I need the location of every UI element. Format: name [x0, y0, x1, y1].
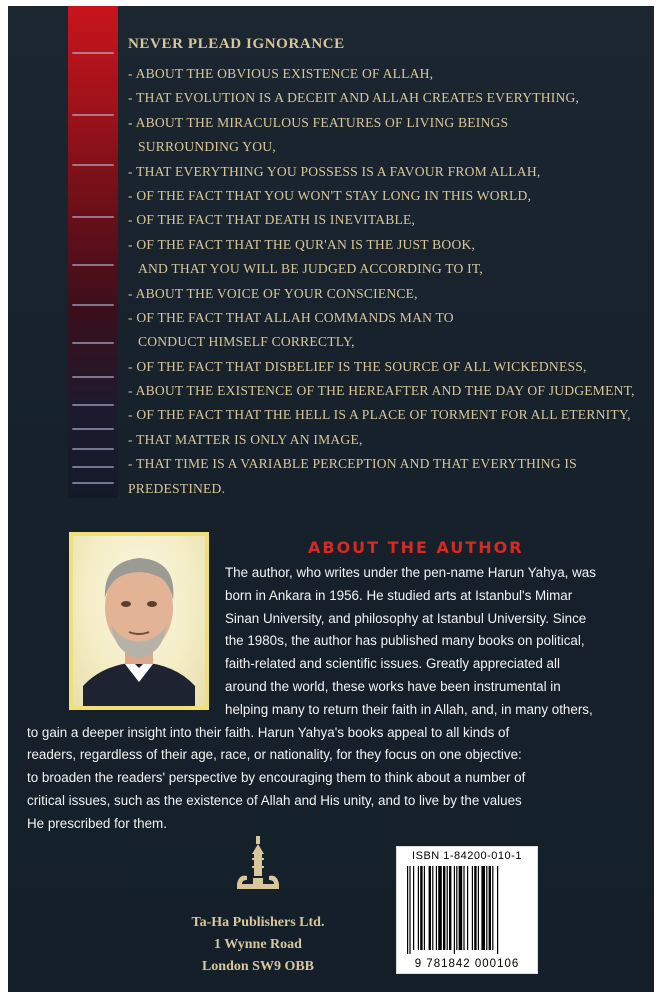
- barcode-bar: [463, 866, 464, 950]
- barcode-bar: [449, 866, 451, 950]
- barcode-bar: [478, 866, 479, 950]
- isbn-label: ISBN 1-84200-010-1: [412, 850, 522, 862]
- decorative-spine-band: [68, 6, 118, 498]
- publisher-logo-icon: [233, 834, 283, 898]
- ean-number: 9 781842 000106: [414, 958, 520, 970]
- barcode-bar: [407, 866, 408, 954]
- bio-line: The author, who writes under the pen-name Harun Yahya, was: [225, 565, 596, 580]
- barcode-icon: [407, 866, 529, 954]
- barcode-bar: [497, 866, 498, 954]
- spine-stripe: [72, 428, 114, 430]
- spine-stripe: [72, 304, 114, 306]
- spine-stripe: [72, 342, 114, 344]
- list-item-continuation: PREDESTINED.: [128, 480, 226, 496]
- barcode-bar: [424, 866, 425, 950]
- spine-stripe: [72, 264, 114, 266]
- barcode-bar: [459, 866, 463, 950]
- list-item: - OF THE FACT THAT THE QUR'AN IS THE JUST BOOK,: [128, 236, 476, 252]
- bio-line: around the world, these works have been instrumental in: [225, 678, 561, 694]
- barcode-bar: [492, 866, 493, 950]
- spine-stripe: [72, 164, 114, 166]
- bio-line: the 1980s, the author has published many books on political,: [225, 633, 585, 649]
- bio-line: Sinan University, and philosophy at Istanbul University. Since: [225, 610, 587, 626]
- bio-line: readers, regardless of their age, race, or nationality, for they focus on one objective:: [27, 747, 522, 763]
- list-item: - OF THE FACT THAT YOU WON'T STAY LONG IN THIS WORLD,: [128, 187, 532, 203]
- barcode-bar: [481, 866, 485, 950]
- bio-line: to gain a deeper insight into their faith. Harun Yahya's books appeal to all kinds of: [27, 724, 510, 740]
- publisher-city: London SW9 OBB: [201, 959, 315, 974]
- publisher-name: Ta-Ha Publishers Ltd.: [191, 915, 325, 930]
- author-photo: [73, 536, 205, 706]
- section-heading: NEVER PLEAD IGNORANCE: [128, 36, 345, 52]
- list-item: - OF THE FACT THAT DISBELIEF IS THE SOURCE OF ALL WICKEDNESS,: [128, 358, 587, 374]
- barcode-bar: [420, 866, 422, 950]
- barcode-bar: [447, 866, 448, 950]
- list-item-continuation: CONDUCT HIMSELF CORRECTLY,: [138, 334, 355, 350]
- barcode-bar: [429, 866, 431, 950]
- list-item: - THAT EVERYTHING YOU POSSESS IS A FAVOUR FROM ALLAH,: [128, 163, 541, 179]
- barcode-bar: [418, 866, 419, 950]
- list-item: - ABOUT THE OBVIOUS EXISTENCE OF ALLAH,: [128, 66, 434, 81]
- list-item: - OF THE FACT THAT THE HELL IS A PLACE OF TORMENT FOR ALL ETERNITY,: [128, 407, 631, 423]
- list-item: - OF THE FACT THAT ALLAH COMMANDS MAN TO: [128, 309, 454, 325]
- bio-line: born in Ankara in 1956. He studied arts at Istanbul's Mimar: [225, 587, 573, 603]
- list-item: - OF THE FACT THAT DEATH IS INEVITABLE,: [128, 212, 416, 228]
- bio-line: He prescribed for them.: [27, 815, 167, 831]
- bio-line: faith-related and scientific issues. Greatly appreciated all: [225, 656, 560, 672]
- list-item-continuation: AND THAT YOU WILL BE JUDGED ACCORDING TO IT,: [138, 261, 483, 277]
- list-item: - ABOUT THE EXISTENCE OF THE HEREAFTER AND THE DAY OF JUDGEMENT,: [128, 383, 635, 399]
- barcode-bar: [474, 866, 476, 950]
- never-plead-ignorance-section: [128, 36, 648, 501]
- list-item: - THAT EVOLUTION IS A DECEIT AND ALLAH CREATES EVERYTHING,: [128, 90, 580, 106]
- list-item: - ABOUT THE VOICE OF YOUR CONSCIENCE,: [128, 285, 418, 301]
- barcode-bar: [443, 866, 445, 950]
- isbn-barcode-panel: [396, 846, 538, 974]
- spine-stripe: [72, 466, 114, 468]
- barcode-bar: [456, 866, 457, 950]
- about-the-author-heading: ABOUT THE AUTHOR: [308, 538, 524, 557]
- publisher-address: [158, 912, 358, 978]
- list-item: - THAT TIME IS A VARIABLE PERCEPTION AND THAT EVERYTHING IS: [128, 456, 577, 472]
- publisher-street: 1 Wynne Road: [214, 937, 302, 952]
- spine-stripe: [72, 376, 114, 378]
- bio-line: critical issues, such as the existence of Allah and His unity, and to live by the values: [27, 792, 522, 808]
- barcode-bar: [432, 866, 433, 950]
- barcode-bar: [486, 866, 487, 950]
- spine-stripe: [72, 114, 114, 116]
- author-portrait-illustration: [73, 536, 205, 706]
- spine-stripe: [72, 448, 114, 450]
- author-bio: [27, 562, 651, 836]
- list-item: - THAT MATTER IS ONLY AN IMAGE,: [128, 431, 363, 447]
- back-cover: [8, 6, 654, 992]
- spine-stripe: [72, 52, 114, 54]
- barcode-bar: [409, 866, 410, 954]
- spine-stripe: [72, 216, 114, 218]
- barcode-bar: [438, 866, 442, 950]
- list-item: - ABOUT THE MIRACULOUS FEATURES OF LIVING BEINGS: [128, 114, 509, 130]
- barcode-bar: [489, 866, 491, 950]
- barcode-bar: [436, 866, 437, 950]
- bio-line: helping many to return their faith in Allah, and, in many others,: [225, 701, 593, 717]
- spine-stripe: [72, 482, 114, 484]
- spine-stripe: [72, 404, 114, 406]
- list-item-continuation: SURROUNDING YOU,: [138, 139, 276, 155]
- barcode-bar: [467, 866, 468, 950]
- barcode-bar: [413, 866, 414, 950]
- bio-line: to broaden the readers' perspective by encouraging them to think about a number of: [27, 770, 526, 786]
- author-photo-frame: [69, 532, 209, 710]
- barcode-bar: [472, 866, 473, 950]
- barcode-bar: [454, 866, 455, 954]
